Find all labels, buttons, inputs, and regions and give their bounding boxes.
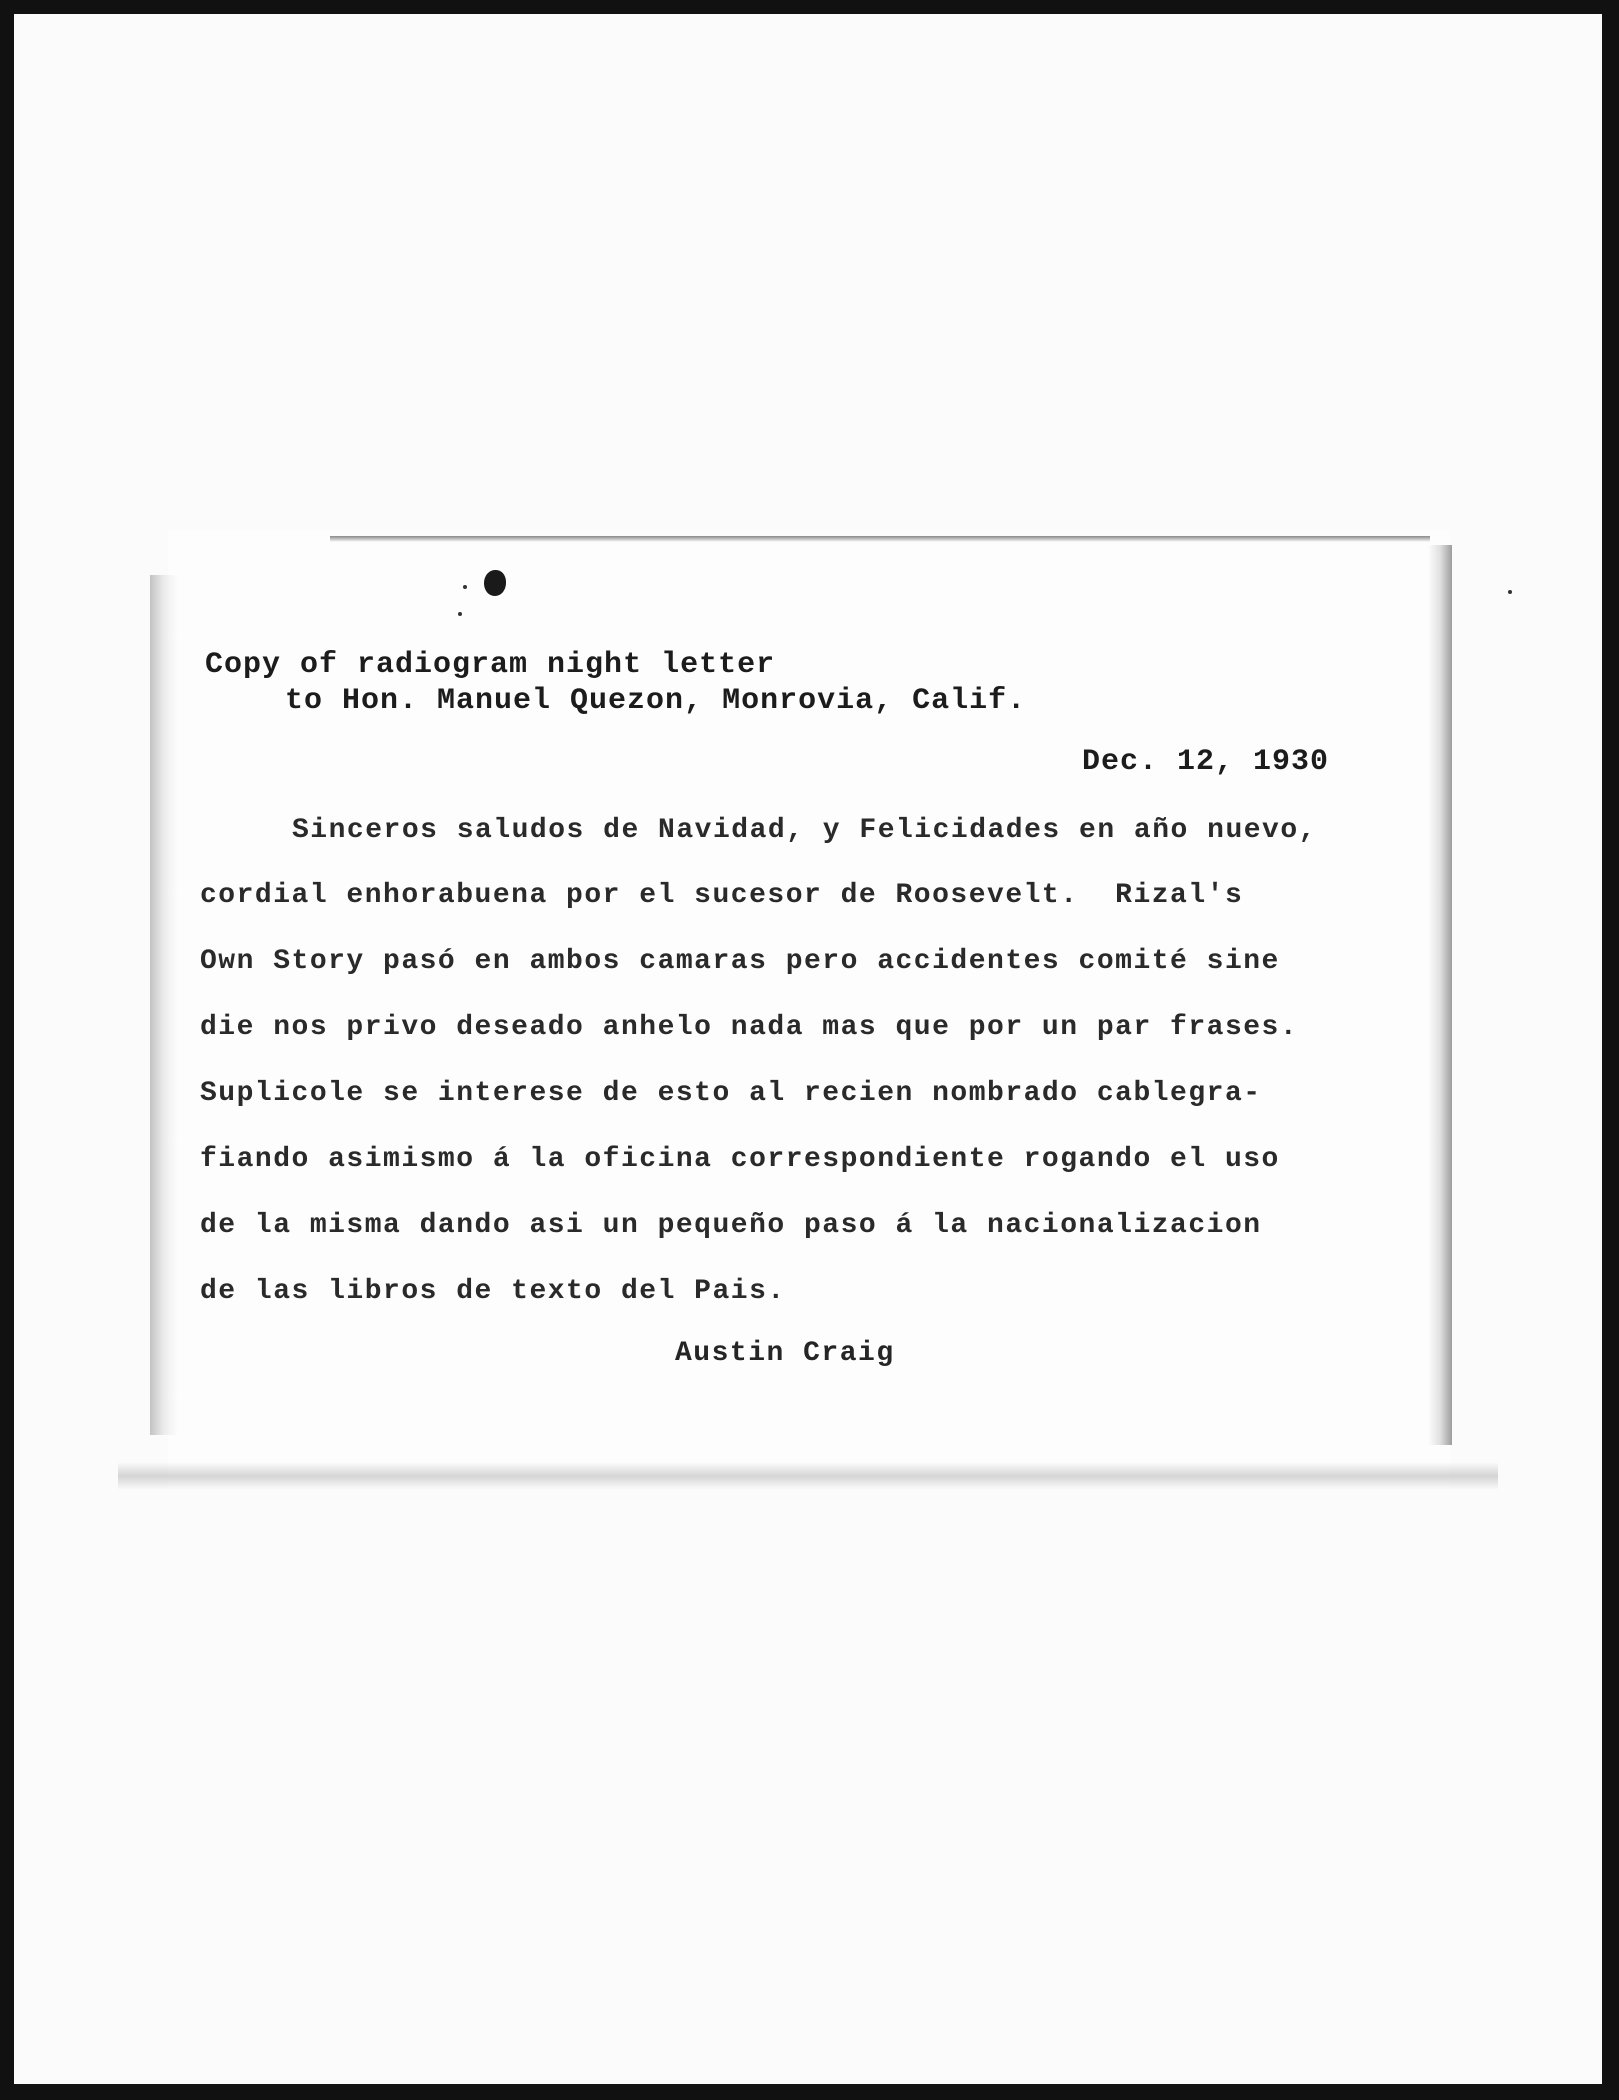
letter-date: Dec. 12, 1930 (1082, 745, 1330, 779)
heading-line-1: Copy of radiogram night letter (205, 648, 776, 682)
body-line: de la misma dando asi un pequeño paso á la nacionalizacion (200, 1210, 1262, 1241)
body-line: de las libros de texto del Pais. (200, 1276, 786, 1307)
signature: Austin Craig (675, 1338, 895, 1369)
body-line: Sinceros saludos de Navidad, y Felicidades en año nuevo, (292, 815, 1317, 846)
ink-speck (463, 585, 467, 589)
body-line: Own Story pasó en ambos camaras pero accidentes comité sine (200, 946, 1280, 977)
ink-speck (1508, 590, 1512, 594)
body-line: Suplicole se interese de esto al recien nombrado cablegra- (200, 1078, 1262, 1109)
body-line: die nos privo deseado anhelo nada mas que por un par frases. (200, 1012, 1299, 1043)
slip-shadow-right (1428, 545, 1452, 1445)
body-line: cordial enhorabuena por el sucesor de Roosevelt. Rizal's (200, 880, 1244, 911)
ink-speck (458, 612, 462, 616)
body-line: fiando asimismo á la oficina correspondiente rogando el uso (200, 1144, 1280, 1175)
slip-edge-top (330, 536, 1430, 542)
ink-blot (484, 570, 506, 596)
slip-shadow-bottom (118, 1462, 1498, 1490)
heading-line-2: to Hon. Manuel Quezon, Monrovia, Calif. (285, 684, 1027, 718)
slip-shadow-left (150, 575, 178, 1435)
